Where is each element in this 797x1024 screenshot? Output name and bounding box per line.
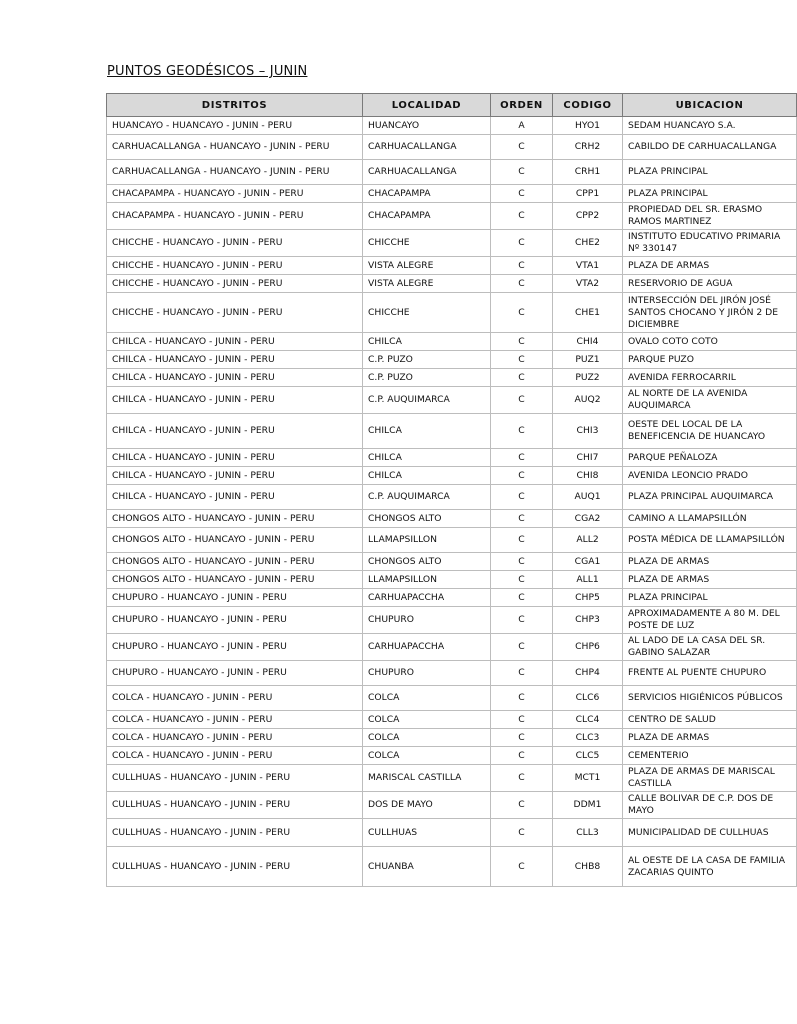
code-cell: VTA2 — [553, 275, 623, 293]
order-cell: C — [491, 257, 553, 275]
location-cell: CALLE BOLIVAR DE C.P. DOS DE MAYO — [623, 792, 797, 819]
code-cell: CHP4 — [553, 661, 623, 686]
locality-cell: CULLHUAS — [363, 819, 491, 847]
locality-cell: HUANCAYO — [363, 117, 491, 135]
locality-cell: CHONGOS ALTO — [363, 553, 491, 571]
code-cell: CLL3 — [553, 819, 623, 847]
locality-cell: CHILCA — [363, 414, 491, 449]
table-row — [107, 571, 797, 589]
order-cell: C — [491, 230, 553, 257]
locality-cell: CHILCA — [363, 467, 491, 485]
order-cell: C — [491, 729, 553, 747]
location-cell: SEDAM HUANCAYO S.A. — [623, 117, 797, 135]
table-row — [107, 485, 797, 510]
code-cell: ALL1 — [553, 571, 623, 589]
code-cell: ALL2 — [553, 528, 623, 553]
table-row — [107, 747, 797, 765]
district-cell: COLCA - HUANCAYO - JUNIN - PERU — [107, 711, 363, 729]
location-cell: APROXIMADAMENTE A 80 M. DEL POSTE DE LUZ — [623, 607, 797, 634]
district-cell: CHUPURO - HUANCAYO - JUNIN - PERU — [107, 634, 363, 661]
order-cell: C — [491, 819, 553, 847]
location-cell: AVENIDA FERROCARRIL — [623, 369, 797, 387]
locality-cell: COLCA — [363, 686, 491, 711]
locality-cell: C.P. AUQUIMARCA — [363, 485, 491, 510]
locality-cell: CARHUAPACCHA — [363, 589, 491, 607]
locality-cell: C.P. PUZO — [363, 369, 491, 387]
order-cell: C — [491, 711, 553, 729]
order-cell: C — [491, 747, 553, 765]
order-cell: C — [491, 510, 553, 528]
code-cell: PUZ2 — [553, 369, 623, 387]
header-ubicacion: UBICACION — [623, 94, 797, 117]
table-row — [107, 686, 797, 711]
table-row — [107, 589, 797, 607]
district-cell: CHACAPAMPA - HUANCAYO - JUNIN - PERU — [107, 203, 363, 230]
location-cell: PLAZA PRINCIPAL — [623, 160, 797, 185]
order-cell: C — [491, 333, 553, 351]
district-cell: CHONGOS ALTO - HUANCAYO - JUNIN - PERU — [107, 528, 363, 553]
district-cell: COLCA - HUANCAYO - JUNIN - PERU — [107, 747, 363, 765]
order-cell: C — [491, 351, 553, 369]
order-cell: C — [491, 661, 553, 686]
district-cell: CHILCA - HUANCAYO - JUNIN - PERU — [107, 449, 363, 467]
district-cell: CHILCA - HUANCAYO - JUNIN - PERU — [107, 414, 363, 449]
location-cell: PLAZA PRINCIPAL AUQUIMARCA — [623, 485, 797, 510]
code-cell: CHI8 — [553, 467, 623, 485]
district-cell: CHICCHE - HUANCAYO - JUNIN - PERU — [107, 230, 363, 257]
table-row — [107, 765, 797, 792]
location-cell: PLAZA DE ARMAS — [623, 553, 797, 571]
district-cell: CARHUACALLANGA - HUANCAYO - JUNIN - PERU — [107, 160, 363, 185]
geodesic-points-table — [106, 93, 797, 887]
table-row — [107, 729, 797, 747]
district-cell: CHILCA - HUANCAYO - JUNIN - PERU — [107, 387, 363, 414]
location-cell: RESERVORIO DE AGUA — [623, 275, 797, 293]
code-cell: CHE1 — [553, 293, 623, 333]
district-cell: CULLHUAS - HUANCAYO - JUNIN - PERU — [107, 792, 363, 819]
table-row — [107, 387, 797, 414]
order-cell: C — [491, 387, 553, 414]
order-cell: C — [491, 135, 553, 160]
order-cell: C — [491, 414, 553, 449]
order-cell: C — [491, 686, 553, 711]
code-cell: VTA1 — [553, 257, 623, 275]
district-cell: CHICCHE - HUANCAYO - JUNIN - PERU — [107, 275, 363, 293]
table-header-row — [107, 94, 797, 117]
location-cell: SERVICIOS HIGIÉNICOS PÚBLICOS — [623, 686, 797, 711]
table-row — [107, 553, 797, 571]
district-cell: CULLHUAS - HUANCAYO - JUNIN - PERU — [107, 765, 363, 792]
location-cell: CEMENTERIO — [623, 747, 797, 765]
locality-cell: CHUPURO — [363, 607, 491, 634]
table-row — [107, 528, 797, 553]
location-cell: AL OESTE DE LA CASA DE FAMILIA ZACARIAS QUINTO — [623, 847, 797, 887]
order-cell: C — [491, 160, 553, 185]
code-cell: CHP3 — [553, 607, 623, 634]
code-cell: CHB8 — [553, 847, 623, 887]
code-cell: CGA1 — [553, 553, 623, 571]
table-row — [107, 117, 797, 135]
order-cell: C — [491, 369, 553, 387]
table-row — [107, 661, 797, 686]
code-cell: AUQ1 — [553, 485, 623, 510]
locality-cell: CHACAPAMPA — [363, 203, 491, 230]
location-cell: AVENIDA LEONCIO PRADO — [623, 467, 797, 485]
table-body — [107, 117, 797, 887]
district-cell: COLCA - HUANCAYO - JUNIN - PERU — [107, 729, 363, 747]
table-row — [107, 792, 797, 819]
code-cell: CHP6 — [553, 634, 623, 661]
header-orden: ORDEN — [491, 94, 553, 117]
table-row — [107, 293, 797, 333]
locality-cell: CARHUACALLANGA — [363, 135, 491, 160]
location-cell: OESTE DEL LOCAL DE LA BENEFICENCIA DE HUANCAYO — [623, 414, 797, 449]
location-cell: FRENTE AL PUENTE CHUPURO — [623, 661, 797, 686]
table-row — [107, 257, 797, 275]
location-cell: INTERSECCIÓN DEL JIRÓN JOSÉ SANTOS CHOCANO Y JIRÓN 2 DE DICIEMBRE — [623, 293, 797, 333]
order-cell: C — [491, 293, 553, 333]
order-cell: C — [491, 275, 553, 293]
code-cell: CHP5 — [553, 589, 623, 607]
header-codigo: CODIGO — [553, 94, 623, 117]
table-row — [107, 135, 797, 160]
locality-cell: COLCA — [363, 711, 491, 729]
table-row — [107, 467, 797, 485]
table-row — [107, 351, 797, 369]
locality-cell: CHACAPAMPA — [363, 185, 491, 203]
table-row — [107, 711, 797, 729]
code-cell: CRH2 — [553, 135, 623, 160]
locality-cell: VISTA ALEGRE — [363, 257, 491, 275]
order-cell: C — [491, 765, 553, 792]
code-cell: MCT1 — [553, 765, 623, 792]
locality-cell: CARHUAPACCHA — [363, 634, 491, 661]
table-row — [107, 414, 797, 449]
location-cell: CAMINO A LLAMAPSILLÓN — [623, 510, 797, 528]
district-cell: CHACAPAMPA - HUANCAYO - JUNIN - PERU — [107, 185, 363, 203]
table-row — [107, 510, 797, 528]
order-cell: C — [491, 571, 553, 589]
table-row — [107, 160, 797, 185]
location-cell: MUNICIPALIDAD DE CULLHUAS — [623, 819, 797, 847]
district-cell: CHILCA - HUANCAYO - JUNIN - PERU — [107, 369, 363, 387]
order-cell: C — [491, 634, 553, 661]
location-cell: PARQUE PUZO — [623, 351, 797, 369]
code-cell: CPP1 — [553, 185, 623, 203]
table-row — [107, 819, 797, 847]
district-cell: CHILCA - HUANCAYO - JUNIN - PERU — [107, 467, 363, 485]
order-cell: C — [491, 607, 553, 634]
code-cell: HYO1 — [553, 117, 623, 135]
table-row — [107, 449, 797, 467]
locality-cell: LLAMAPSILLON — [363, 571, 491, 589]
locality-cell: CHILCA — [363, 333, 491, 351]
table-row — [107, 634, 797, 661]
district-cell: CARHUACALLANGA - HUANCAYO - JUNIN - PERU — [107, 135, 363, 160]
district-cell: CHONGOS ALTO - HUANCAYO - JUNIN - PERU — [107, 510, 363, 528]
location-cell: PARQUE PEÑALOZA — [623, 449, 797, 467]
table-row — [107, 203, 797, 230]
locality-cell: VISTA ALEGRE — [363, 275, 491, 293]
locality-cell: CHILCA — [363, 449, 491, 467]
locality-cell: C.P. AUQUIMARCA — [363, 387, 491, 414]
header-distritos: DISTRITOS — [107, 94, 363, 117]
code-cell: CHE2 — [553, 230, 623, 257]
table-row — [107, 185, 797, 203]
code-cell: CLC3 — [553, 729, 623, 747]
table-row — [107, 333, 797, 351]
district-cell: COLCA - HUANCAYO - JUNIN - PERU — [107, 686, 363, 711]
code-cell: CLC4 — [553, 711, 623, 729]
order-cell: C — [491, 185, 553, 203]
locality-cell: CHUANBA — [363, 847, 491, 887]
location-cell: PLAZA DE ARMAS — [623, 257, 797, 275]
location-cell: AL NORTE DE LA AVENIDA AUQUIMARCA — [623, 387, 797, 414]
order-cell: C — [491, 847, 553, 887]
district-cell: CHILCA - HUANCAYO - JUNIN - PERU — [107, 333, 363, 351]
order-cell: C — [491, 792, 553, 819]
location-cell: PLAZA DE ARMAS — [623, 571, 797, 589]
order-cell: C — [491, 528, 553, 553]
district-cell: CHONGOS ALTO - HUANCAYO - JUNIN - PERU — [107, 553, 363, 571]
district-cell: HUANCAYO - HUANCAYO - JUNIN - PERU — [107, 117, 363, 135]
district-cell: CHILCA - HUANCAYO - JUNIN - PERU — [107, 351, 363, 369]
order-cell: C — [491, 485, 553, 510]
locality-cell: DOS DE MAYO — [363, 792, 491, 819]
code-cell: CGA2 — [553, 510, 623, 528]
order-cell: C — [491, 589, 553, 607]
locality-cell: CHONGOS ALTO — [363, 510, 491, 528]
locality-cell: CARHUACALLANGA — [363, 160, 491, 185]
location-cell: CENTRO DE SALUD — [623, 711, 797, 729]
order-cell: C — [491, 449, 553, 467]
order-cell: C — [491, 553, 553, 571]
location-cell: INSTITUTO EDUCATIVO PRIMARIA Nº 330147 — [623, 230, 797, 257]
code-cell: CHI4 — [553, 333, 623, 351]
district-cell: CHICCHE - HUANCAYO - JUNIN - PERU — [107, 293, 363, 333]
locality-cell: COLCA — [363, 729, 491, 747]
location-cell: AL LADO DE LA CASA DEL SR. GABINO SALAZAR — [623, 634, 797, 661]
header-localidad: LOCALIDAD — [363, 94, 491, 117]
location-cell: PLAZA PRINCIPAL — [623, 589, 797, 607]
locality-cell: CHUPURO — [363, 661, 491, 686]
district-cell: CHUPURO - HUANCAYO - JUNIN - PERU — [107, 661, 363, 686]
location-cell: PLAZA DE ARMAS DE MARISCAL CASTILLA — [623, 765, 797, 792]
location-cell: CABILDO DE CARHUACALLANGA — [623, 135, 797, 160]
district-cell: CHONGOS ALTO - HUANCAYO - JUNIN - PERU — [107, 571, 363, 589]
district-cell: CHUPURO - HUANCAYO - JUNIN - PERU — [107, 589, 363, 607]
locality-cell: LLAMAPSILLON — [363, 528, 491, 553]
code-cell: CLC6 — [553, 686, 623, 711]
district-cell: CHUPURO - HUANCAYO - JUNIN - PERU — [107, 607, 363, 634]
locality-cell: MARISCAL CASTILLA — [363, 765, 491, 792]
location-cell: OVALO COTO COTO — [623, 333, 797, 351]
district-cell: CHILCA - HUANCAYO - JUNIN - PERU — [107, 485, 363, 510]
district-cell: CULLHUAS - HUANCAYO - JUNIN - PERU — [107, 819, 363, 847]
code-cell: CRH1 — [553, 160, 623, 185]
code-cell: DDM1 — [553, 792, 623, 819]
code-cell: PUZ1 — [553, 351, 623, 369]
code-cell: AUQ2 — [553, 387, 623, 414]
locality-cell: CHICCHE — [363, 230, 491, 257]
document-title: PUNTOS GEODÉSICOS – JUNIN — [107, 64, 308, 79]
order-cell: C — [491, 203, 553, 230]
code-cell: CPP2 — [553, 203, 623, 230]
table-row — [107, 847, 797, 887]
location-cell: PROPIEDAD DEL SR. ERASMO RAMOS MARTINEZ — [623, 203, 797, 230]
code-cell: CHI7 — [553, 449, 623, 467]
locality-cell: COLCA — [363, 747, 491, 765]
location-cell: POSTA MÉDICA DE LLAMAPSILLÓN — [623, 528, 797, 553]
table-row — [107, 275, 797, 293]
order-cell: A — [491, 117, 553, 135]
district-cell: CULLHUAS - HUANCAYO - JUNIN - PERU — [107, 847, 363, 887]
table-row — [107, 230, 797, 257]
district-cell: CHICCHE - HUANCAYO - JUNIN - PERU — [107, 257, 363, 275]
code-cell: CLC5 — [553, 747, 623, 765]
order-cell: C — [491, 467, 553, 485]
location-cell: PLAZA PRINCIPAL — [623, 185, 797, 203]
locality-cell: C.P. PUZO — [363, 351, 491, 369]
table-row — [107, 369, 797, 387]
code-cell: CHI3 — [553, 414, 623, 449]
location-cell: PLAZA DE ARMAS — [623, 729, 797, 747]
locality-cell: CHICCHE — [363, 293, 491, 333]
table-row — [107, 607, 797, 634]
